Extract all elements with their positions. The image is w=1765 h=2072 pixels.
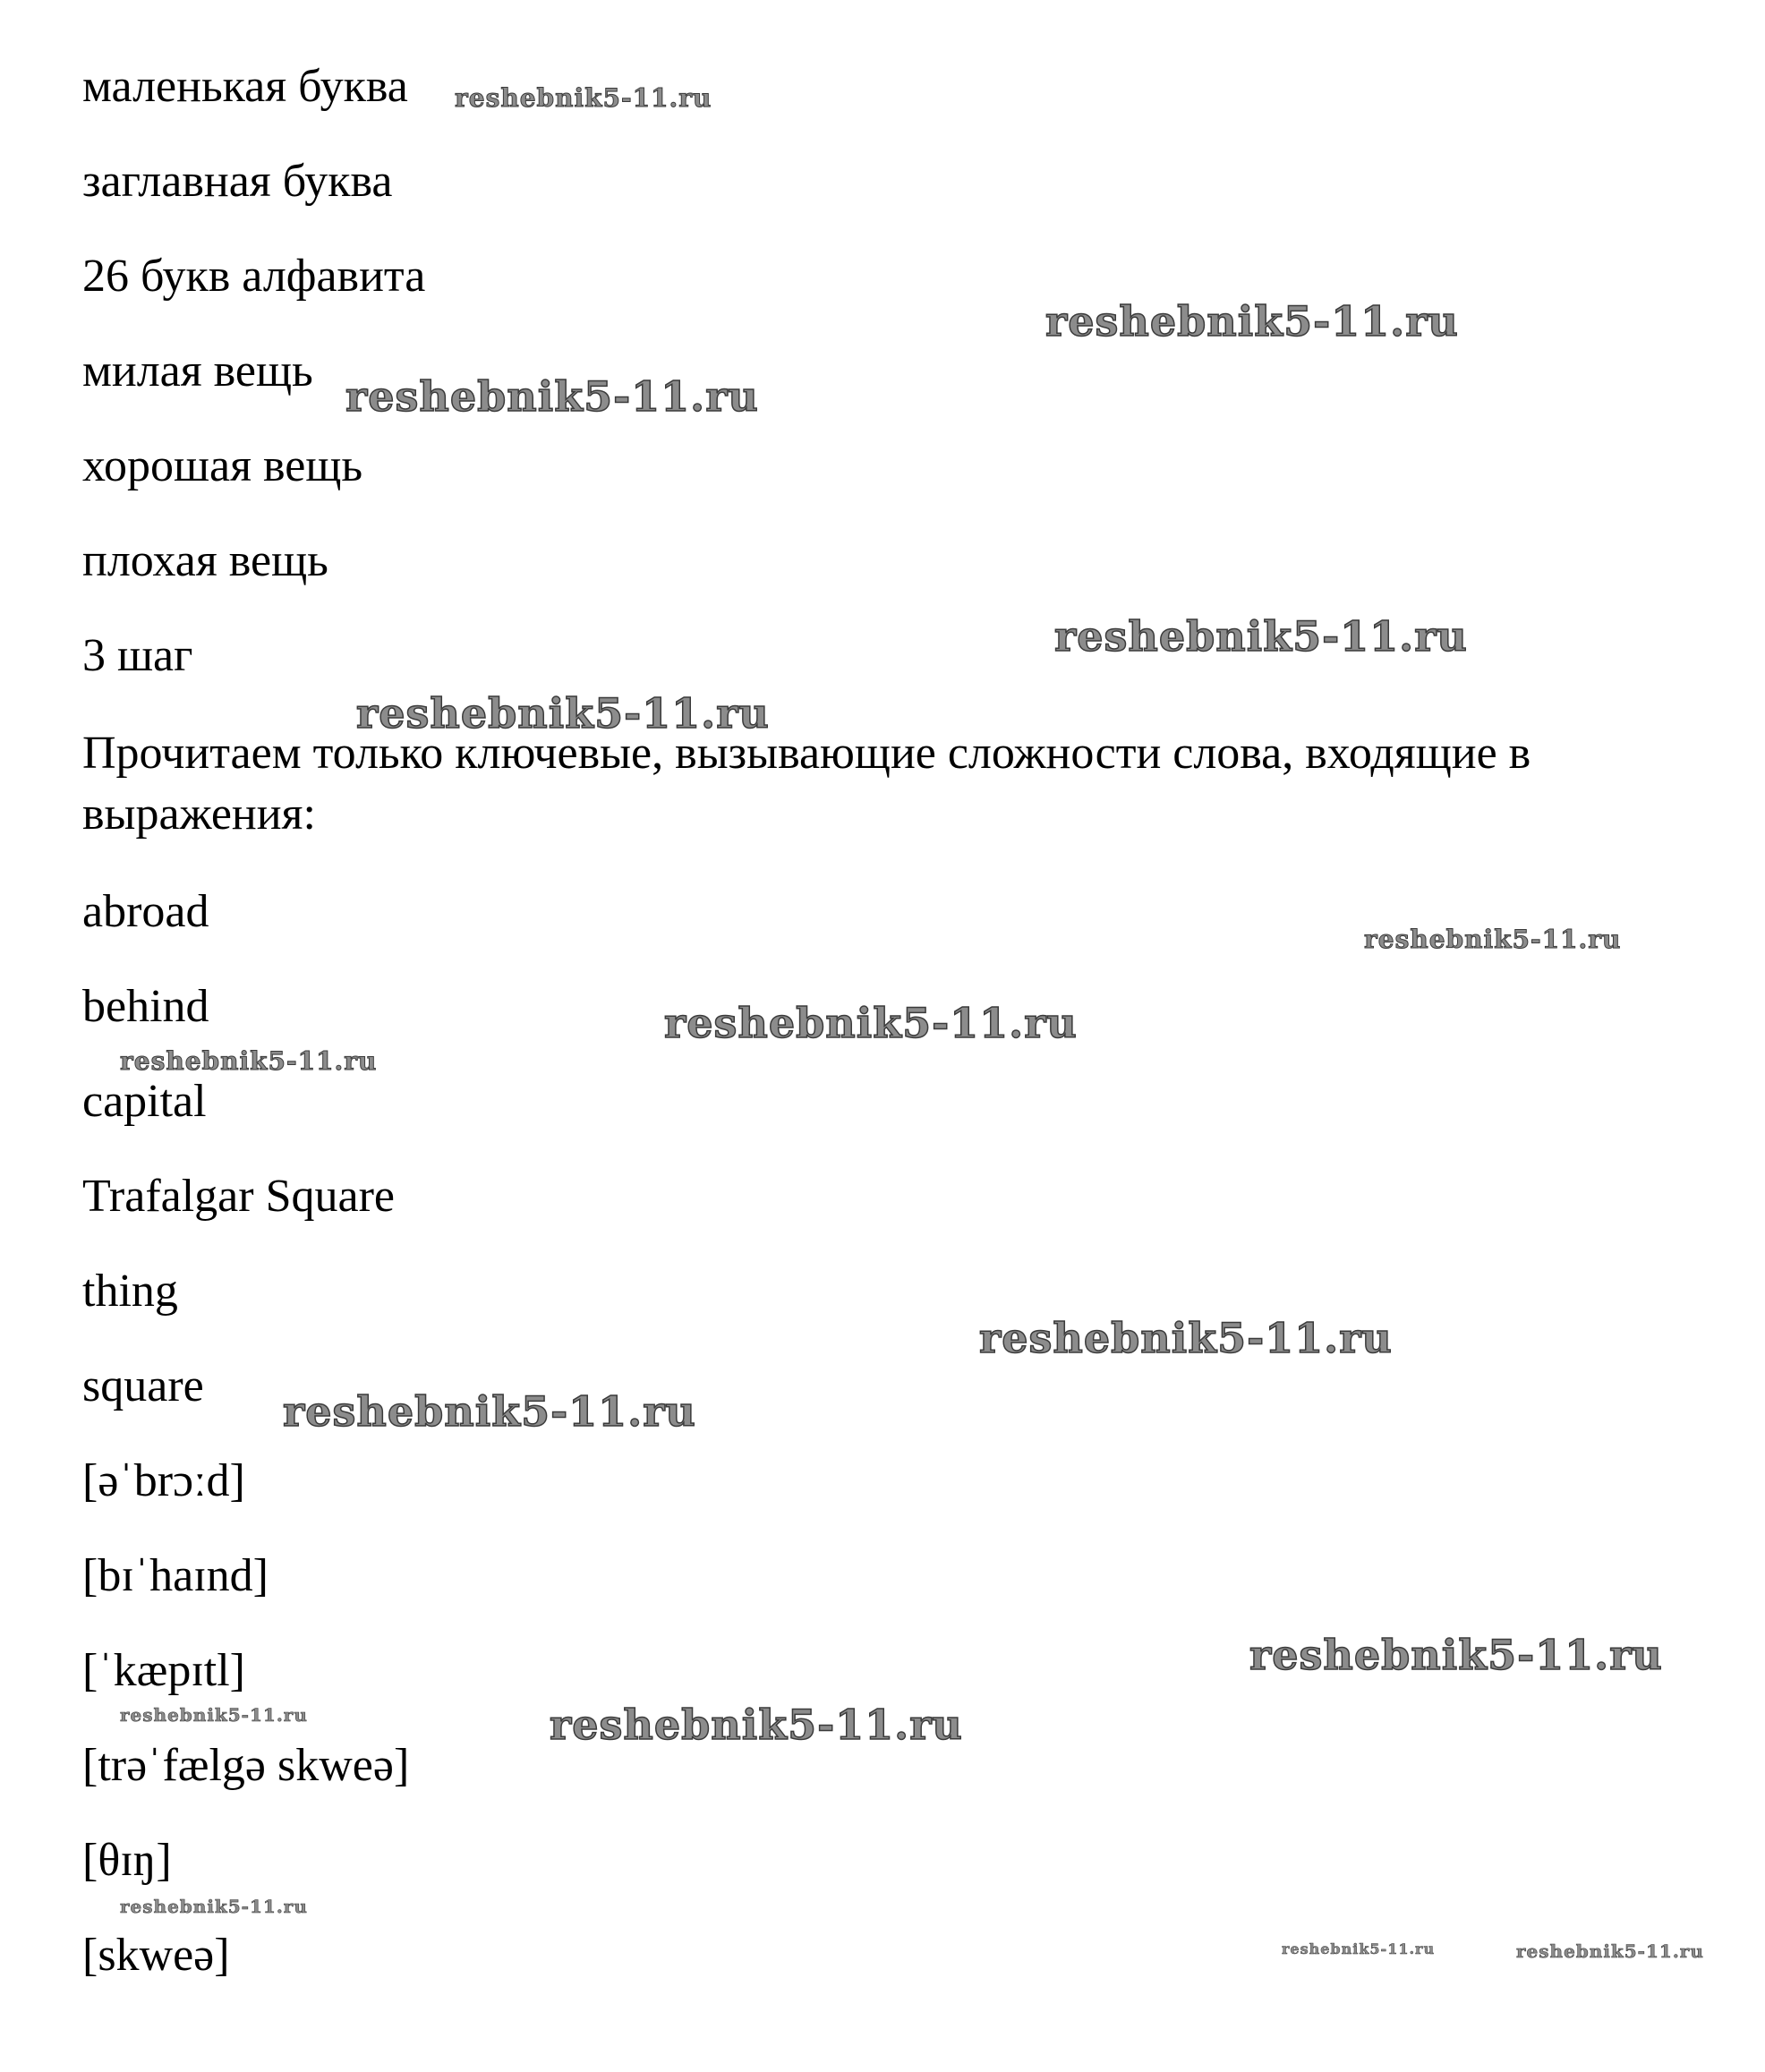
phrase-bad-thing: плохая вещь [82, 535, 328, 586]
word-capital: capital [82, 1076, 207, 1127]
transcription-square: [skweə] [82, 1930, 230, 1981]
phrase-small-letter: маленькая буква [82, 61, 408, 112]
transcription-trafalgar-square: [trəˈfælgə skweə] [82, 1740, 410, 1791]
word-abroad: abroad [82, 886, 209, 937]
transcription-capital: [ˈkæpɪtl] [82, 1645, 245, 1696]
watermark: reshebnik5-11.ru [1249, 1631, 1663, 1679]
watermark: reshebnik5-11.ru [345, 372, 759, 421]
phrase-26-letters: 26 букв алфавита [82, 251, 426, 302]
transcription-abroad: [əˈbrɔːd] [82, 1455, 245, 1506]
watermark: reshebnik5-11.ru [1516, 1940, 1704, 1962]
watermark: reshebnik5-11.ru [1282, 1940, 1436, 1957]
watermark: reshebnik5-11.ru [664, 999, 1078, 1047]
watermark: reshebnik5-11.ru [120, 1704, 308, 1726]
word-square: square [82, 1360, 204, 1411]
phrase-good-thing: хорошая вещь [82, 440, 363, 491]
watermark: reshebnik5-11.ru [550, 1701, 963, 1749]
word-behind: behind [82, 981, 209, 1032]
watermark: reshebnik5-11.ru [1054, 612, 1468, 661]
watermark: reshebnik5-11.ru [1045, 297, 1459, 345]
watermark: reshebnik5-11.ru [455, 83, 712, 113]
word-thing: thing [82, 1266, 178, 1317]
watermark: reshebnik5-11.ru [979, 1314, 1393, 1362]
watermark: reshebnik5-11.ru [120, 1046, 378, 1076]
word-trafalgar-square: Trafalgar Square [82, 1171, 395, 1222]
transcription-thing: [θɪŋ] [82, 1835, 172, 1886]
phrase-capital-letter: заглавная буква [82, 156, 393, 207]
watermark: reshebnik5-11.ru [283, 1387, 696, 1436]
transcription-behind: [bɪˈhaɪnd] [82, 1550, 269, 1601]
phrase-cute-thing: милая вещь [82, 345, 313, 396]
watermark: reshebnik5-11.ru [120, 1896, 308, 1917]
instruction-text: Прочитаем только ключевые, вызывающие сложности слова, входящие в выражения: [82, 728, 1531, 840]
step-heading: 3 шаг [82, 630, 193, 681]
watermark: reshebnik5-11.ru [1364, 925, 1622, 954]
watermark: reshebnik5-11.ru [356, 689, 770, 738]
